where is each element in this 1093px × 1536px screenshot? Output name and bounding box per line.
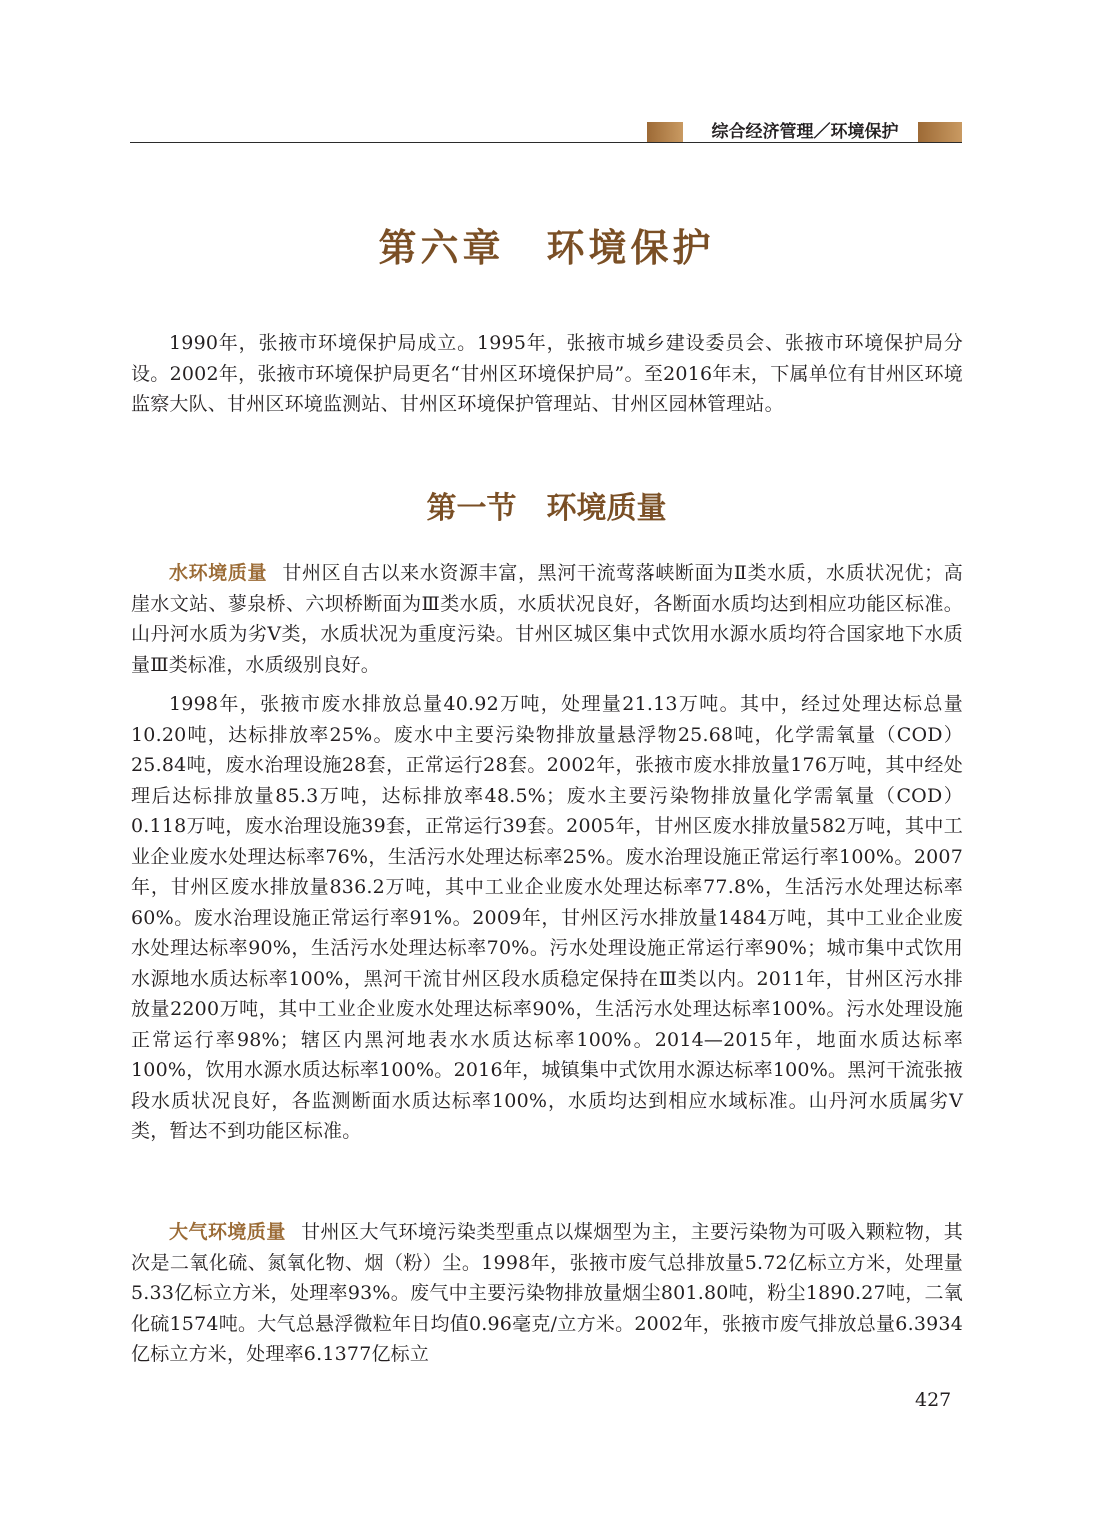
header-decor-bar-left (647, 122, 683, 142)
running-header-label: 综合经济管理／环境保护 (711, 122, 899, 142)
header-decor-bar-right (918, 122, 962, 142)
chapter-title: 第六章 环境保护 (378, 225, 715, 270)
water-quality-text: 甘州区自古以来水资源丰富，黑河干流莺落峡断面为Ⅱ类水质，水质状况优；高崖水文站、蓼泉桥、六坝桥断面为Ⅲ类水质，水质状况良好，各断面水质均达到相应功能区标准。山丹河水质为劣Ⅴ类，水质状况为重度污染。甘州区城区集中式饮用水源水质均符合国家地下水质量Ⅲ类标准，水质级别良好。 (131, 562, 963, 676)
water-quality-paragraph (131, 558, 963, 680)
air-quality-keyword: 大气环境质量 (169, 1221, 286, 1243)
header-rule (130, 142, 962, 143)
page-number: 427 (915, 1389, 952, 1411)
chapter-intro-paragraph: 1990年，张掖市环境保护局成立。1995年，张掖市城乡建设委员会、张掖市环境保护局分设。2002年，张掖市环境保护局更名“甘州区环境保护局”。至2016年末，下属单位有甘州区环境监察大队、甘州区环境监测站、甘州区环境保护管理站、甘州区园林管理站。 (131, 332, 963, 415)
section-title: 第一节 环境质量 (426, 491, 667, 526)
water-quality-keyword: 水环境质量 (169, 562, 268, 584)
air-quality-paragraph (131, 1217, 963, 1370)
wastewater-paragraph: 1998年，张掖市废水排放总量40.92万吨，处理量21.13万吨。其中，经过处理达标总量10.20吨，达标排放率25%。废水中主要污染物排放量悬浮物25.68吨，化学需氧量（COD）25.84吨，废水治理设施28套，正常运行28套。2002年，张掖市废水排放量176万吨，其中经处理后达标排放量85.3万吨，达标排放率48.5%；废水主要污染物排放量化学需氧量（COD）0.118万吨，废水治理设施39套，正常运行39套。2005年，甘州区废水排放量582万吨，其中工业企业废水处理达标率76%，生活污水处理达标率25%。废水治理设施正常运行率100%。2007年，甘州区废水排放量836.2万吨，其中工业企业废水处理达标率77.8%，生活污水处理达标率60%。废水治理设施正常运行率91%。2009年，甘州区污水排放量1484万吨，其中工业企业废水处理达标率90%，生活污水处理达标率70%。污水处理设施正常运行率90%；城市集中式饮用水源地水质达标率100%，黑河干流甘州区段水质稳定保持在Ⅲ类以内。2011年，甘州区污水排放量2200万吨，其中工业企业废水处理达标率90%，生活污水处理达标率100%。污水处理设施正常运行率98%；辖区内黑河地表水水质达标率100%。2014—2015年，地面水质达标率100%，饮用水源水质达标率100%。2016年，城镇集中式饮用水源达标率100%。黑河干流张掖段水质状况良好，各监测断面水质达标率100%，水质均达到相应水域标准。山丹河水质属劣Ⅴ类，暂达不到功能区标准。 (131, 693, 963, 1142)
air-quality-text: 甘州区大气环境污染类型重点以煤烟型为主，主要污染物为可吸入颗粒物，其次是二氧化硫、氮氧化物、烟（粉）尘。1998年，张掖市废气总排放量5.72亿标立方米，处理量5.33亿标立方米，处理率93%。废气中主要污染物排放量烟尘801.80吨，粉尘1890.27吨，二氧化硫1574吨。大气总悬浮微粒年日均值0.96毫克/立方米。2002年，张掖市废气排放总量6.3934亿标立方米，处理率6.1377亿标立 (131, 1221, 964, 1365)
